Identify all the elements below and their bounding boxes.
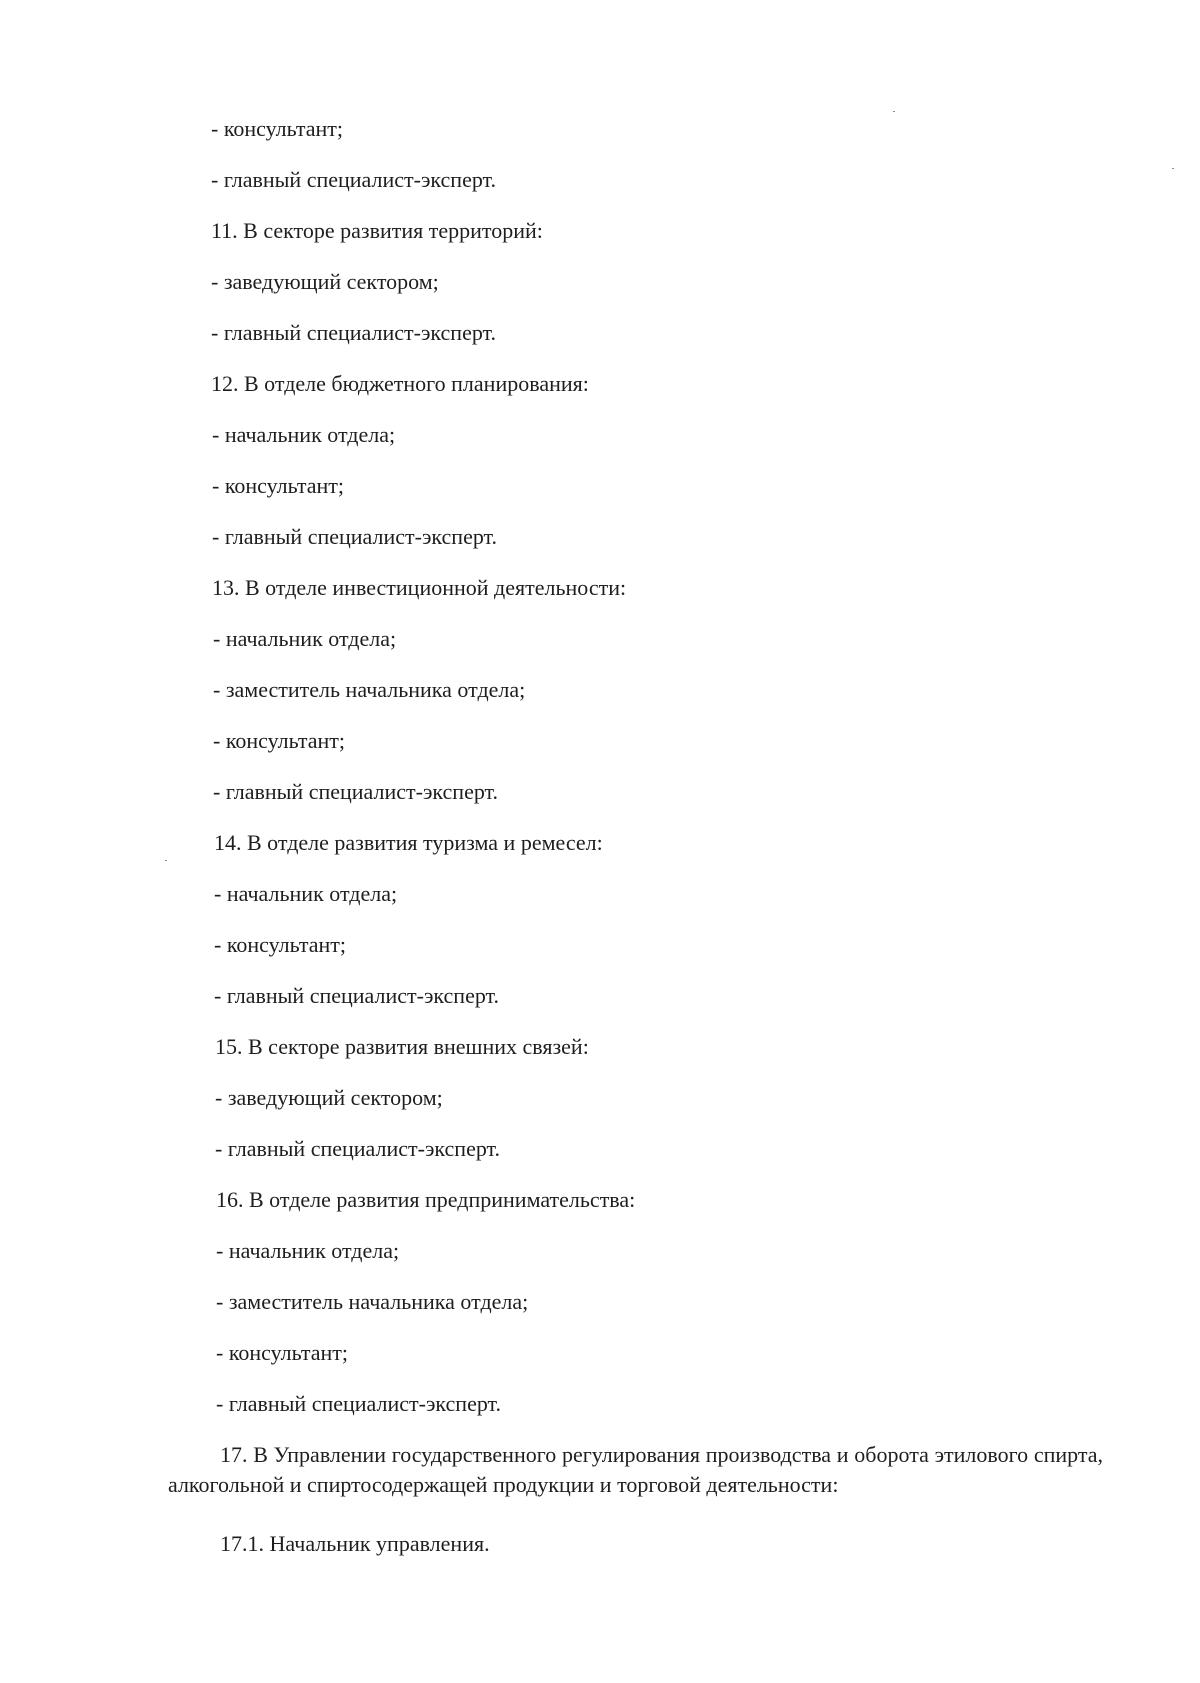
list-item: - начальник отдела;: [212, 422, 396, 447]
list-item: - заведующий сектором;: [215, 1085, 443, 1110]
section-heading: 14. В отделе развития туризма и ремесел:: [214, 830, 603, 855]
section-heading: 12. В отделе бюджетного планирования:: [211, 371, 589, 396]
scan-speck: [165, 860, 167, 861]
list-item: - главный специалист-эксперт.: [213, 779, 499, 804]
paragraph-17: 17. В Управлении государственного регулирования производства и оборота этилового спирта, алкогольной и спиртосодержащей продукции и торговой деятельности:: [168, 1442, 1103, 1497]
list-item: - консультант;: [216, 1340, 348, 1365]
list-item: - главный специалист-эксперт.: [212, 524, 498, 549]
section-heading: 13. В отделе инвестиционной деятельности:: [212, 575, 627, 600]
list-item: - главный специалист-эксперт.: [215, 1136, 501, 1161]
section-heading: 11. В секторе развития территорий:: [211, 218, 543, 243]
scan-speck: [893, 111, 895, 112]
scan-speck: [1172, 168, 1174, 169]
list-item: - главный специалист-эксперт.: [216, 1391, 502, 1416]
list-item: - начальник отдела;: [213, 626, 397, 651]
list-item: - консультант;: [214, 932, 346, 957]
list-item: - консультант;: [212, 473, 344, 498]
list-item: - консультант;: [213, 728, 345, 753]
list-item: - начальник отдела;: [216, 1238, 400, 1263]
list-item: - начальник отдела;: [214, 881, 398, 906]
list-item: - главный специалист-эксперт.: [211, 167, 497, 192]
list-item: - заместитель начальника отдела;: [216, 1289, 529, 1314]
section-heading: 16. В отделе развития предпринимательства:: [216, 1187, 636, 1212]
list-item: 17.1. Начальник управления.: [220, 1531, 490, 1556]
list-item: - главный специалист-эксперт.: [214, 983, 500, 1008]
list-item: - заместитель начальника отдела;: [213, 677, 526, 702]
section-heading: 15. В секторе развития внешних связей:: [215, 1034, 589, 1059]
list-item: - главный специалист-эксперт.: [211, 320, 497, 345]
list-item: - консультант;: [211, 116, 343, 141]
list-item: - заведующий сектором;: [211, 269, 439, 294]
